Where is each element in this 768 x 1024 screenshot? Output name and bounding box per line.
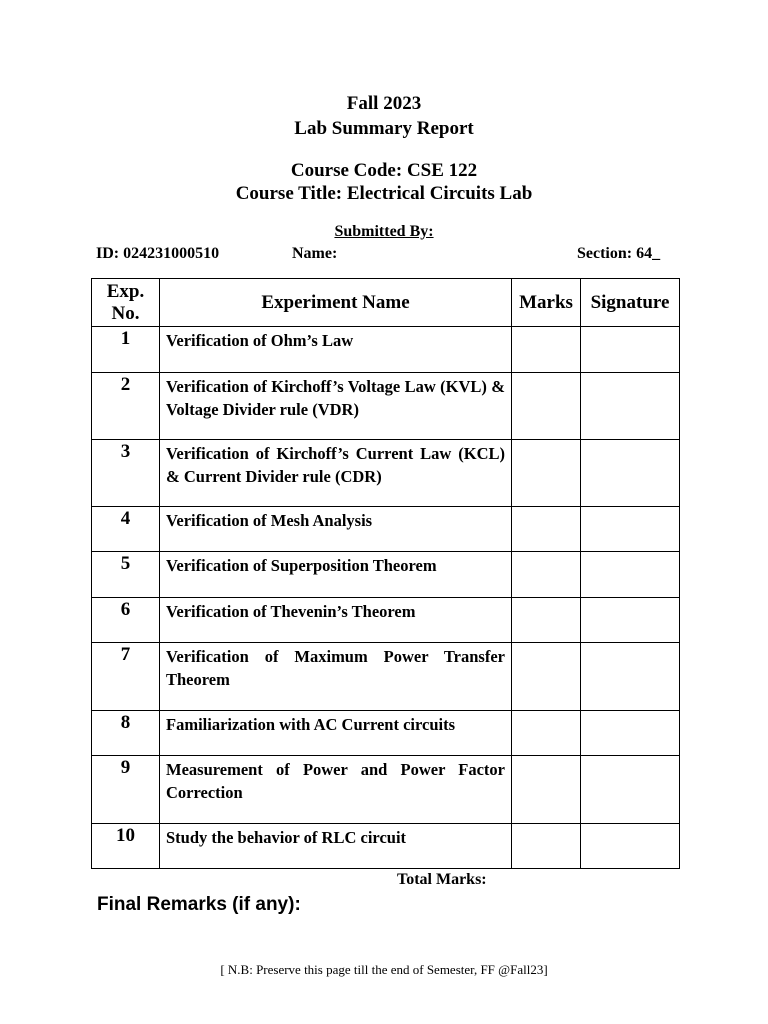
- header-marks: Marks: [512, 279, 581, 327]
- experiment-name-cell: Study the behavior of RLC circuit: [160, 824, 512, 869]
- signature-cell: [581, 598, 680, 643]
- marks-cell: [512, 507, 581, 552]
- signature-cell: [581, 643, 680, 711]
- experiment-name-cell: Familiarization with AC Current circuits: [160, 711, 512, 756]
- signature-cell: [581, 756, 680, 824]
- experiment-name-cell: Verification of Kirchoff’s Current Law (KCL) & Current Divider rule (CDR): [160, 440, 512, 507]
- marks-cell: [512, 440, 581, 507]
- signature-cell: [581, 440, 680, 507]
- marks-cell: [512, 598, 581, 643]
- header-signature: Signature: [581, 279, 680, 327]
- table-row: [92, 756, 680, 824]
- student-section: Section: 64_: [577, 245, 661, 262]
- submitted-by-label: Submitted By:: [334, 223, 434, 240]
- exp-no-cell: 10: [92, 824, 160, 869]
- signature-cell: [581, 711, 680, 756]
- experiment-name-cell: Verification of Superposition Theorem: [160, 552, 512, 598]
- marks-cell: [512, 373, 581, 440]
- term-title: Fall 2023: [346, 93, 422, 114]
- signature-cell: [581, 507, 680, 552]
- marks-cell: [512, 327, 581, 373]
- header-experiment-name: Experiment Name: [160, 279, 512, 327]
- experiment-table: [91, 278, 680, 869]
- experiment-name-cell: Verification of Maximum Power Transfer Theorem: [160, 643, 512, 711]
- experiment-name-cell: Verification of Thevenin’s Theorem: [160, 598, 512, 643]
- report-title: Lab Summary Report: [294, 118, 474, 139]
- table-row: [92, 327, 680, 373]
- experiment-name-cell: Verification of Kirchoff’s Voltage Law (KVL) & Voltage Divider rule (VDR): [160, 373, 512, 440]
- exp-no-cell: 2: [92, 373, 160, 440]
- table-row: [92, 507, 680, 552]
- table-row: [92, 711, 680, 756]
- table-row: [92, 598, 680, 643]
- experiment-name-cell: Verification of Ohm’s Law: [160, 327, 512, 373]
- header-exp-no: Exp. No.: [92, 279, 160, 327]
- final-remarks-label: Final Remarks (if any):: [97, 894, 301, 915]
- student-id: ID: 024231000510: [96, 245, 220, 262]
- exp-no-cell: 6: [92, 598, 160, 643]
- signature-cell: [581, 327, 680, 373]
- exp-no-cell: 1: [92, 327, 160, 373]
- exp-no-cell: 9: [92, 756, 160, 824]
- exp-no-cell: 8: [92, 711, 160, 756]
- marks-cell: [512, 552, 581, 598]
- table-row: [92, 440, 680, 507]
- exp-no-cell: 7: [92, 643, 160, 711]
- marks-cell: [512, 824, 581, 869]
- signature-cell: [581, 552, 680, 598]
- signature-cell: [581, 824, 680, 869]
- exp-no-cell: 4: [92, 507, 160, 552]
- table-row: [92, 643, 680, 711]
- total-marks-label: Total Marks:: [397, 871, 487, 888]
- exp-no-cell: 3: [92, 440, 160, 507]
- experiment-name-cell: Measurement of Power and Power Factor Correction: [160, 756, 512, 824]
- table-row: [92, 552, 680, 598]
- exp-no-cell: 5: [92, 552, 160, 598]
- table-row: [92, 373, 680, 440]
- table-header-row: [92, 279, 680, 327]
- marks-cell: [512, 756, 581, 824]
- experiment-name-cell: Verification of Mesh Analysis: [160, 507, 512, 552]
- marks-cell: [512, 643, 581, 711]
- marks-cell: [512, 711, 581, 756]
- course-title: Course Title: Electrical Circuits Lab: [235, 183, 533, 204]
- student-name-label: Name:: [292, 245, 338, 262]
- course-code: Course Code: CSE 122: [290, 160, 478, 181]
- signature-cell: [581, 373, 680, 440]
- table-row: [92, 824, 680, 869]
- footer-note: [ N.B: Preserve this page till the end of Semester, FF @Fall23]: [220, 962, 548, 977]
